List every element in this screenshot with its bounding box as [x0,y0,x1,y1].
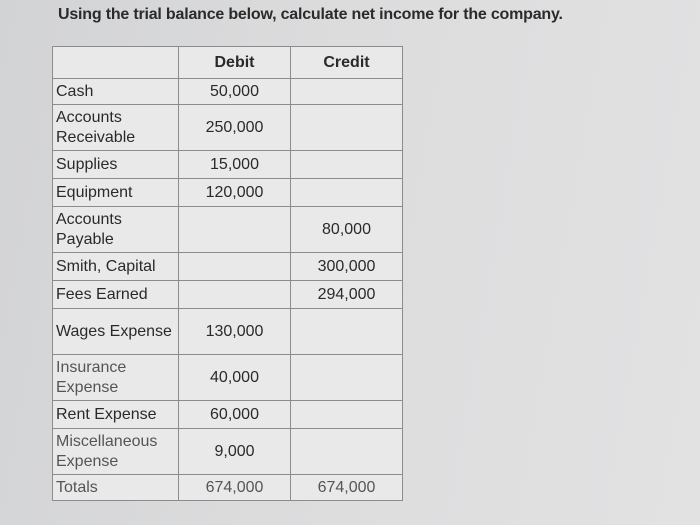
debit-cell: 60,000 [179,401,291,429]
table-row [53,79,403,105]
table-row [53,207,403,253]
credit-cell [291,429,403,475]
credit-cell [291,79,403,105]
header-debit: Debit [179,47,291,79]
debit-cell: 40,000 [179,355,291,401]
table-row [53,355,403,401]
table-header-row [53,47,403,79]
debit-cell: 9,000 [179,429,291,475]
account-cell: Rent Expense [53,401,179,429]
account-cell: Wages Expense [53,309,179,355]
header-credit: Credit [291,47,403,79]
credit-total-cell: 674,000 [291,475,403,501]
debit-cell: 250,000 [179,105,291,151]
debit-cell: 50,000 [179,79,291,105]
credit-cell [291,401,403,429]
credit-cell [291,179,403,207]
trial-balance-table [52,46,403,501]
credit-cell: 80,000 [291,207,403,253]
account-cell: Smith, Capital [53,253,179,281]
debit-total-cell: 674,000 [179,475,291,501]
account-cell: Accounts Payable [53,207,179,253]
header-account [53,47,179,79]
debit-cell: 15,000 [179,151,291,179]
debit-cell: 130,000 [179,309,291,355]
debit-cell [179,207,291,253]
question-text: Using the trial balance below, calculate net income for the company. [58,6,563,23]
account-cell: Insurance Expense [53,355,179,401]
table-row [53,253,403,281]
account-cell: Supplies [53,151,179,179]
table-row [53,281,403,309]
debit-cell: 120,000 [179,179,291,207]
account-cell: Accounts Receivable [53,105,179,151]
credit-cell [291,105,403,151]
table-row [53,309,403,355]
table-row [53,179,403,207]
account-cell: Cash [53,79,179,105]
credit-cell [291,355,403,401]
debit-cell [179,253,291,281]
credit-cell [291,309,403,355]
account-cell: Equipment [53,179,179,207]
credit-cell [291,151,403,179]
credit-cell: 300,000 [291,253,403,281]
debit-cell [179,281,291,309]
table-row-totals [53,475,403,501]
table-row [53,429,403,475]
table-row [53,401,403,429]
table-row [53,105,403,151]
account-cell: Totals [53,475,179,501]
account-cell: Fees Earned [53,281,179,309]
credit-cell: 294,000 [291,281,403,309]
account-cell: Miscellaneous Expense [53,429,179,475]
table-row [53,151,403,179]
